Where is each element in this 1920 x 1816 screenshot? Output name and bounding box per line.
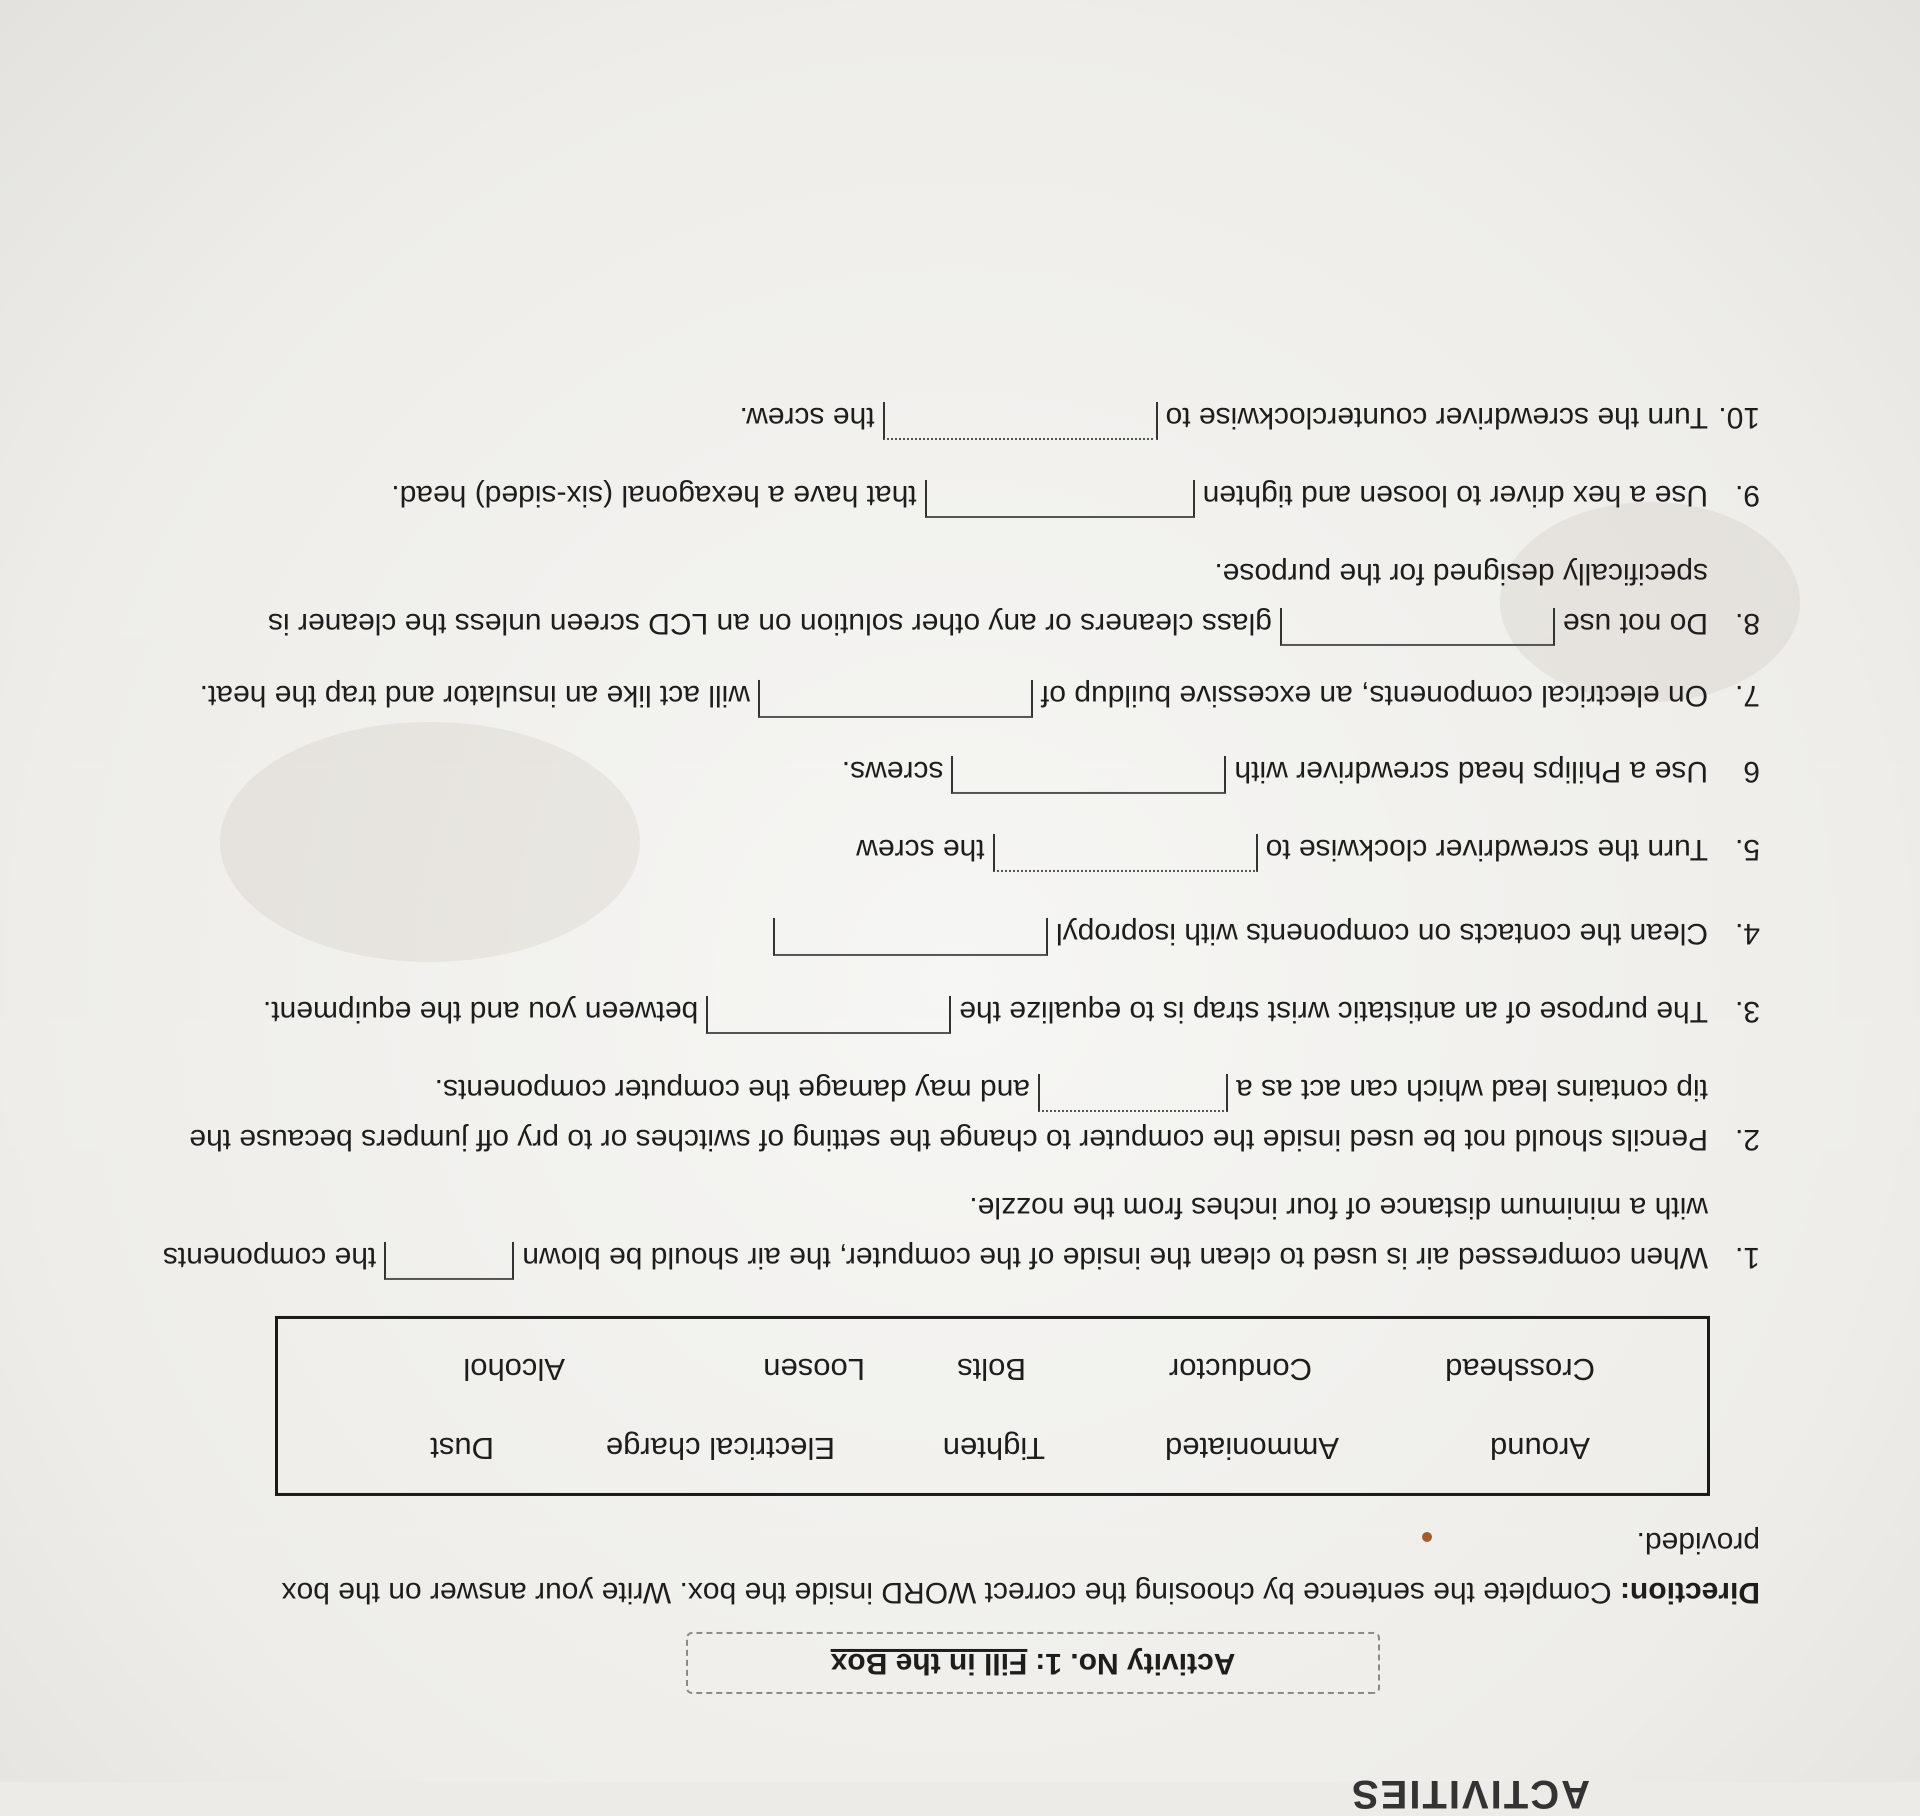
word-bank-word: Conductor	[1168, 1352, 1312, 1387]
question-number: 4.	[1734, 917, 1760, 950]
question-number: 2.	[1734, 1123, 1760, 1156]
question-text-after: the components with a minimum distance of four inches from the nozzle.	[162, 1191, 1708, 1274]
word-bank-word: Crosshead	[1445, 1352, 1595, 1387]
section-header: ACTIVITIES	[1349, 1772, 1590, 1816]
word-bank-row	[278, 1331, 1707, 1387]
question-text	[160, 470, 1708, 520]
question-text-before: Use a Philips head screwdriver with	[1234, 755, 1708, 788]
direction-text	[160, 1517, 1760, 1617]
word-bank-word: Bolts	[957, 1352, 1026, 1387]
activity-number: Activity No. 1:	[1035, 1647, 1236, 1680]
question-number: 1.	[1734, 1241, 1760, 1274]
answer-box[interactable]	[883, 402, 1158, 440]
word-bank-row	[278, 1410, 1707, 1466]
question-text-after: and may damage the computer components.	[434, 1073, 1031, 1106]
activity-name: Fill in the Box	[830, 1647, 1028, 1680]
word-bank	[275, 1316, 1710, 1496]
question-number: 7.	[1734, 679, 1760, 712]
question-text-after: between you and the equipment.	[262, 995, 699, 1028]
question-text-before: Do not use	[1562, 607, 1708, 640]
question-item	[160, 986, 1760, 1036]
question-text-before: Pencils should not be used inside the computer to change the setting of switches or to pry off jumpers because the tip contains lead which can act as a	[189, 1073, 1708, 1156]
answer-box[interactable]	[384, 1242, 514, 1280]
question-text-after: will act like an insulator and trap the heat.	[199, 679, 750, 712]
word-bank-word: Ammoniated	[1164, 1431, 1339, 1466]
question-text	[160, 1064, 1708, 1164]
question-text-before: Turn the screwdriver clockwise to	[1265, 833, 1708, 866]
answer-box[interactable]	[1280, 608, 1555, 646]
activity-title	[686, 1632, 1380, 1694]
direction-body: Complete the sentence by choosing the correct WORD inside the box. Write your answer on the box provided.	[281, 1526, 1760, 1609]
question-item	[160, 670, 1760, 720]
question-text-after: that have a hexagonal (six-sided) head.	[391, 479, 917, 512]
question-text-before: Turn the screwdriver counterclockwise to	[1165, 401, 1708, 434]
question-item	[160, 470, 1760, 520]
word-bank-word: Dust	[430, 1431, 494, 1466]
question-item	[160, 392, 1760, 442]
question-text	[160, 824, 1708, 874]
answer-box[interactable]	[773, 918, 1048, 956]
question-item	[160, 1064, 1760, 1164]
question-text	[160, 392, 1708, 442]
word-bank-word: Electrical charge	[605, 1431, 835, 1466]
word-bank-word: Tighten	[942, 1431, 1045, 1466]
question-item	[160, 908, 1760, 958]
word-bank-word: Loosen	[763, 1352, 865, 1387]
answer-box[interactable]	[951, 756, 1226, 794]
question-text-after: glass cleaners or any other solution on an LCD screen unless the cleaner is specifically designed for the purpose.	[268, 557, 1708, 640]
question-text	[160, 548, 1708, 648]
question-item	[160, 746, 1760, 796]
answer-box[interactable]	[758, 680, 1033, 718]
answer-box[interactable]	[706, 996, 951, 1034]
question-text-after: screws.	[841, 755, 944, 788]
question-text-before: Clean the contacts on components with isopropyl	[1055, 917, 1708, 950]
question-text-before: When compressed air is used to clean the inside of the computer, the air should be blown	[522, 1241, 1708, 1274]
question-text-before: On electrical components, an excessive buildup of	[1040, 679, 1708, 712]
question-text-before: Use a hex driver to loosen and tighten	[1202, 479, 1708, 512]
question-text	[160, 746, 1708, 796]
question-text	[160, 986, 1708, 1036]
question-item	[160, 824, 1760, 874]
question-number: 9.	[1734, 479, 1760, 512]
question-text-before: The purpose of an antistatic wrist strap is to equalize the	[959, 995, 1708, 1028]
answer-box[interactable]	[925, 480, 1195, 518]
question-number: 8.	[1734, 607, 1760, 640]
question-text	[160, 1182, 1708, 1282]
question-item	[160, 1182, 1760, 1282]
question-number: 10.	[1718, 401, 1760, 434]
question-text	[160, 908, 1708, 958]
question-number: 6	[1743, 755, 1760, 788]
question-text-after: the screw.	[739, 401, 875, 434]
answer-box[interactable]	[1038, 1074, 1228, 1112]
question-number: 5.	[1734, 833, 1760, 866]
question-text	[160, 670, 1708, 720]
direction-label: Direction:	[1619, 1576, 1760, 1609]
answer-box[interactable]	[993, 834, 1258, 872]
word-bank-word: Around	[1490, 1431, 1590, 1466]
question-text-after: the screw	[856, 833, 985, 866]
question-number: 3.	[1734, 995, 1760, 1028]
question-list	[160, 392, 1760, 1282]
question-item	[160, 548, 1760, 648]
word-bank-word: Alcohol	[463, 1352, 565, 1387]
